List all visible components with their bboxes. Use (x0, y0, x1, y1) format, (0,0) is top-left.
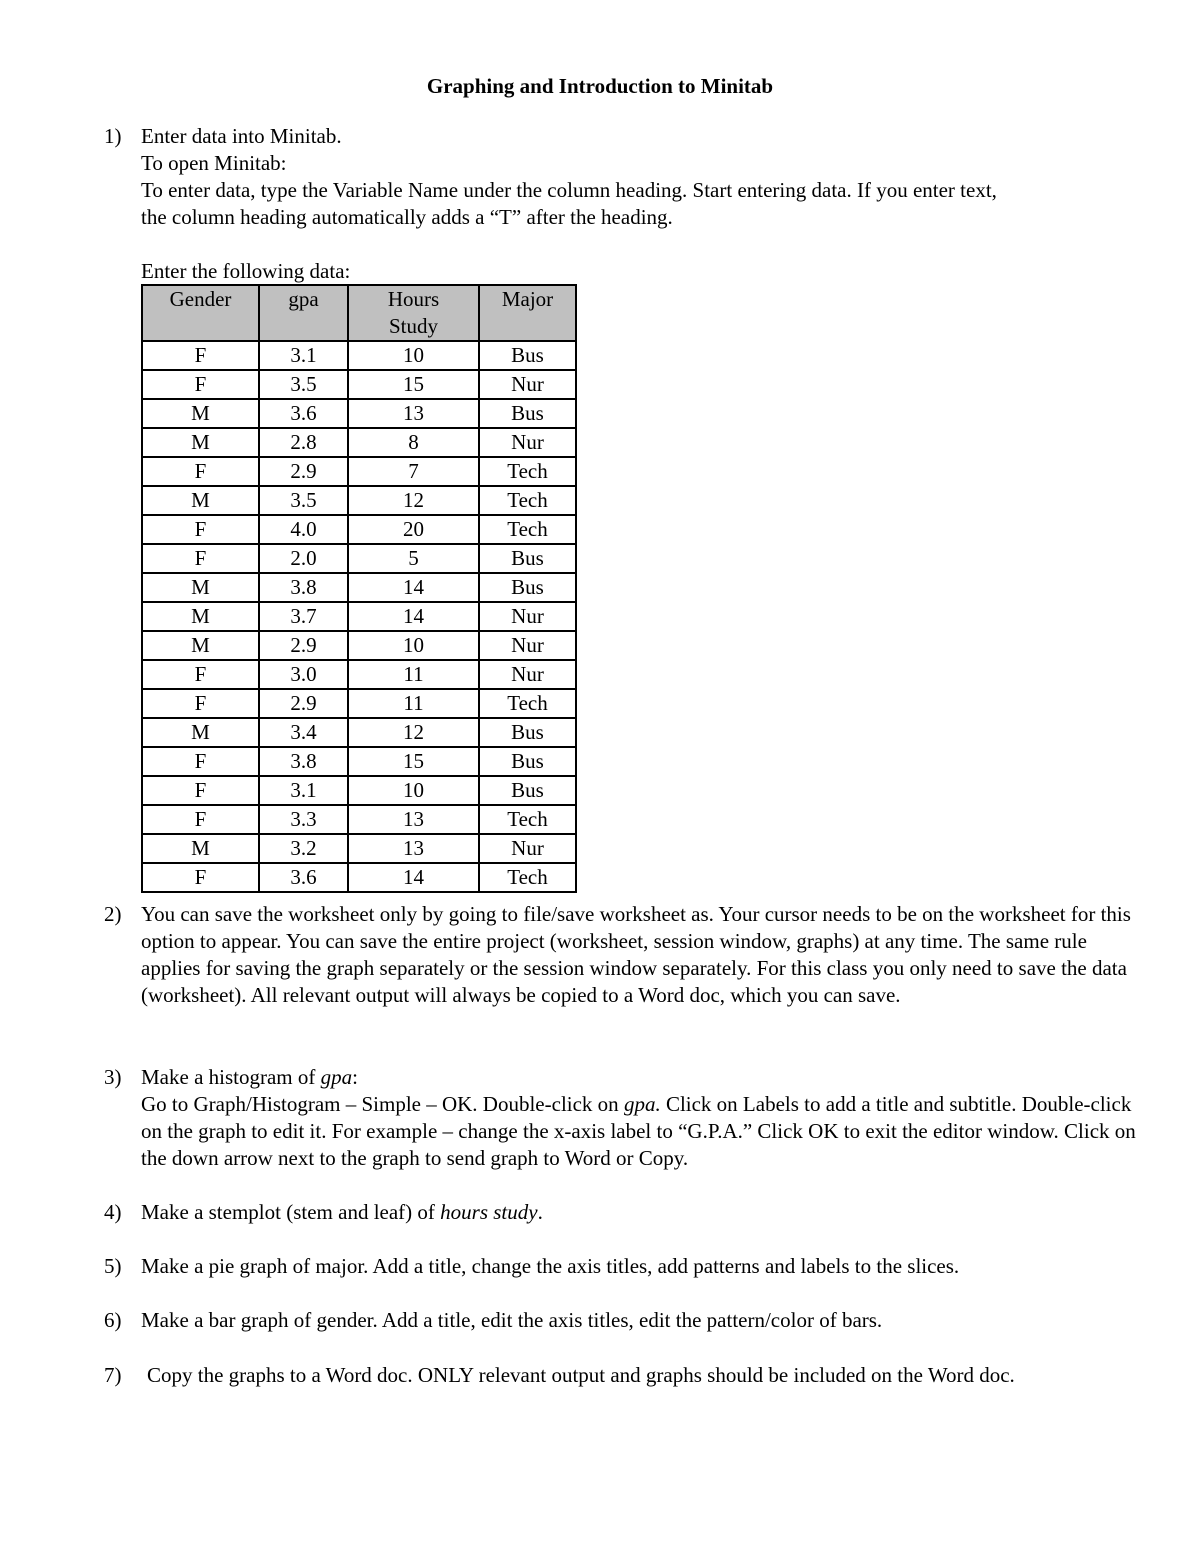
table-row (142, 718, 576, 747)
cell-gpa: 3.8 (259, 747, 348, 776)
step-1-line-3: To enter data, type the Variable Name under the column heading. Start entering data. If you enter text, (141, 178, 997, 202)
cell-gender: M (142, 834, 259, 863)
table-row (142, 370, 576, 399)
text-run: Make a histogram of (141, 1065, 321, 1089)
cell-gender: M (142, 718, 259, 747)
cell-hours-study: 7 (348, 457, 479, 486)
step-number: 5) (104, 1254, 122, 1278)
table-row (142, 747, 576, 776)
cell-gpa: 3.5 (259, 486, 348, 515)
header-gender: Gender (142, 285, 259, 341)
cell-gpa: 3.7 (259, 602, 348, 631)
table-row (142, 863, 576, 892)
cell-hours-study: 13 (348, 399, 479, 428)
text-run: Make a stemplot (stem and leaf) of (141, 1200, 441, 1224)
cell-gender: F (142, 515, 259, 544)
step-1-line-2: To open Minitab: (141, 151, 287, 175)
cell-gender: M (142, 631, 259, 660)
cell-gpa: 3.6 (259, 399, 348, 428)
table-row (142, 660, 576, 689)
cell-hours-study: 10 (348, 776, 479, 805)
step-number: 7) (104, 1363, 122, 1387)
cell-hours-study: 13 (348, 834, 479, 863)
cell-gpa: 4.0 (259, 515, 348, 544)
text-run: Go to Graph/Histogram – Simple – OK. Double-click on (141, 1092, 624, 1116)
cell-gender: F (142, 370, 259, 399)
step-number: 2) (104, 902, 122, 926)
cell-major: Tech (479, 863, 576, 892)
cell-gpa: 3.3 (259, 805, 348, 834)
cell-hours-study: 15 (348, 370, 479, 399)
text-run: Click on Labels to add a title and subtitle. Double-click on the graph to edit it. For example – change the x-axis label to “G.P.A.” Click OK to exit the editor window. Click on the down arrow next to the graph to send graph to Word or Copy. (141, 1092, 1136, 1170)
step-text: Copy the graphs to a Word doc. ONLY relevant output and graphs should be included on the Word doc. (147, 1363, 1015, 1387)
cell-gpa: 3.2 (259, 834, 348, 863)
table-row (142, 457, 576, 486)
cell-major: Nur (479, 631, 576, 660)
cell-major: Tech (479, 805, 576, 834)
cell-major: Bus (479, 573, 576, 602)
cell-major: Nur (479, 660, 576, 689)
cell-gpa: 3.4 (259, 718, 348, 747)
table-row (142, 602, 576, 631)
cell-major: Bus (479, 399, 576, 428)
table-row (142, 428, 576, 457)
header-hours-study: Hours Study (348, 285, 479, 341)
cell-hours-study: 5 (348, 544, 479, 573)
data-table (141, 284, 577, 893)
text-run: : (352, 1065, 358, 1089)
step-text: Make a pie graph of major. Add a title, change the axis titles, add patterns and labels to the slices. (141, 1254, 960, 1278)
table-body (142, 341, 576, 892)
table-row (142, 834, 576, 863)
table-row (142, 486, 576, 515)
step-3-line-1 (141, 1064, 1141, 1091)
cell-hours-study: 14 (348, 863, 479, 892)
cell-major: Nur (479, 428, 576, 457)
cell-major: Nur (479, 602, 576, 631)
cell-hours-study: 15 (348, 747, 479, 776)
header-gpa: gpa (259, 285, 348, 341)
table-row (142, 544, 576, 573)
step-text: Make a bar graph of gender. Add a title, edit the axis titles, edit the pattern/color of bars. (141, 1308, 883, 1332)
italic-term: hours study (440, 1200, 538, 1224)
cell-gpa: 3.8 (259, 573, 348, 602)
cell-gender: M (142, 573, 259, 602)
table-row (142, 573, 576, 602)
table-row (142, 399, 576, 428)
cell-hours-study: 12 (348, 718, 479, 747)
cell-hours-study: 20 (348, 515, 479, 544)
table-row (142, 631, 576, 660)
cell-hours-study: 11 (348, 689, 479, 718)
cell-gender: F (142, 544, 259, 573)
table-header-row (142, 285, 576, 341)
cell-gender: F (142, 341, 259, 370)
italic-term: gpa. (623, 1092, 661, 1116)
cell-hours-study: 10 (348, 631, 479, 660)
cell-gpa: 2.8 (259, 428, 348, 457)
cell-major: Tech (479, 689, 576, 718)
cell-gender: F (142, 747, 259, 776)
cell-gender: F (142, 689, 259, 718)
italic-term: gpa (320, 1065, 353, 1089)
cell-hours-study: 10 (348, 341, 479, 370)
step-text: You can save the worksheet only by going to file/save worksheet as. Your cursor needs to be on the worksheet for this option to appear. You can save the entire project (worksheet, session window, graphs) at any time. The same rule applies for saving the graph separately or the session window separately. For this class you only need to save the data (worksheet). All relevant output will always be copied to a Word doc, which you can save. (141, 902, 1131, 1007)
table-row (142, 805, 576, 834)
cell-major: Tech (479, 515, 576, 544)
cell-gpa: 3.1 (259, 776, 348, 805)
cell-gender: F (142, 457, 259, 486)
cell-gpa: 3.0 (259, 660, 348, 689)
cell-gender: F (142, 776, 259, 805)
cell-hours-study: 14 (348, 602, 479, 631)
cell-gender: M (142, 428, 259, 457)
step-text (141, 1064, 1141, 1172)
cell-hours-study: 12 (348, 486, 479, 515)
cell-gender: F (142, 805, 259, 834)
step-number: 6) (104, 1308, 122, 1332)
table-row (142, 689, 576, 718)
cell-major: Bus (479, 718, 576, 747)
cell-gender: F (142, 863, 259, 892)
table-row (142, 515, 576, 544)
cell-gpa: 3.5 (259, 370, 348, 399)
step-text (141, 123, 1141, 285)
cell-major: Bus (479, 776, 576, 805)
step-number: 3) (104, 1065, 122, 1089)
table-row (142, 341, 576, 370)
cell-gender: M (142, 602, 259, 631)
cell-hours-study: 8 (348, 428, 479, 457)
cell-gender: M (142, 486, 259, 515)
cell-major: Bus (479, 544, 576, 573)
cell-gpa: 2.9 (259, 631, 348, 660)
cell-gpa: 3.6 (259, 863, 348, 892)
step-text (141, 1199, 1141, 1226)
document-title: Graphing and Introduction to Minitab (426, 74, 774, 98)
cell-major: Bus (479, 341, 576, 370)
cell-gender: F (142, 660, 259, 689)
step-3-instructions (141, 1091, 1141, 1172)
step-1-line-1: Enter data into Minitab. (141, 124, 342, 148)
step-number: 1) (104, 124, 122, 148)
step-1-line-4: the column heading automatically adds a “T” after the heading. (141, 205, 673, 229)
cell-major: Nur (479, 834, 576, 863)
cell-hours-study: 13 (348, 805, 479, 834)
table-row (142, 776, 576, 805)
cell-gpa: 2.0 (259, 544, 348, 573)
cell-hours-study: 14 (348, 573, 479, 602)
cell-gpa: 2.9 (259, 457, 348, 486)
text-run: . (537, 1200, 543, 1224)
step-number: 4) (104, 1200, 122, 1224)
cell-gpa: 3.1 (259, 341, 348, 370)
cell-hours-study: 11 (348, 660, 479, 689)
cell-major: Tech (479, 457, 576, 486)
cell-gpa: 2.9 (259, 689, 348, 718)
header-major: Major (479, 285, 576, 341)
cell-major: Bus (479, 747, 576, 776)
cell-gender: M (142, 399, 259, 428)
cell-major: Nur (479, 370, 576, 399)
table-intro: Enter the following data: (141, 259, 351, 283)
cell-major: Tech (479, 486, 576, 515)
